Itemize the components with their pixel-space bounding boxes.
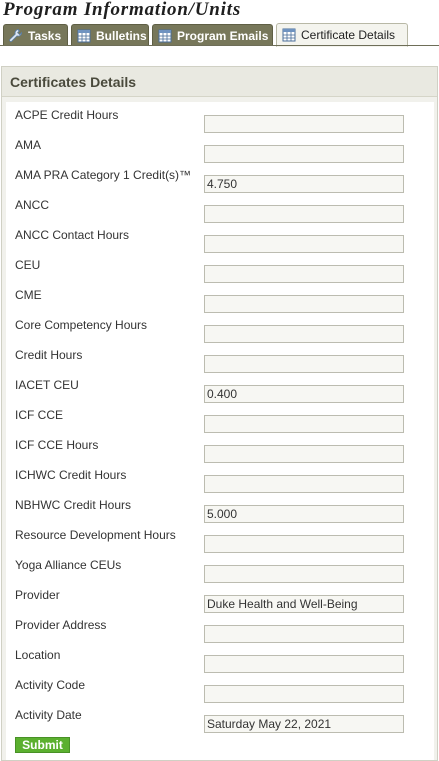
form-row (6, 678, 434, 708)
core-competency-hours-input[interactable] (204, 325, 404, 343)
field-label: Core Competency Hours (15, 318, 148, 332)
tab-program-emails-label: Program Emails (177, 28, 269, 43)
cme-input[interactable] (204, 295, 404, 313)
ancc-contact-hours-input[interactable] (204, 235, 404, 253)
yoga-alliance-ceus-input[interactable] (204, 565, 404, 583)
field-label: ICF CCE Hours (15, 438, 99, 452)
field-label: AMA PRA Category 1 Credit(s)™ (15, 168, 192, 182)
tab-bulletins[interactable] (71, 24, 149, 46)
tab-certificate-details-label: Certificate Details (301, 28, 396, 42)
form-row (6, 228, 434, 258)
tab-tasks-label: Tasks (28, 28, 62, 43)
form-row (6, 348, 434, 378)
field-label: NBHWC Credit Hours (15, 498, 132, 512)
form-row (6, 528, 434, 558)
table-icon (156, 27, 174, 45)
activity-code-input[interactable] (204, 685, 404, 703)
provider-input[interactable] (204, 595, 404, 613)
provider-address-input[interactable] (204, 625, 404, 643)
form-row (6, 138, 434, 168)
field-label: Activity Date (15, 708, 82, 722)
field-label: Provider (15, 588, 60, 602)
field-label: CEU (15, 258, 41, 272)
field-label: Resource Development Hours (15, 528, 176, 542)
form-row (6, 498, 434, 528)
ancc-input[interactable] (204, 205, 404, 223)
certificate-form (6, 102, 434, 760)
resource-development-hours-input[interactable] (204, 535, 404, 553)
field-label: ACPE Credit Hours (15, 108, 119, 122)
form-row (6, 618, 434, 648)
submit-button[interactable]: Submit (15, 737, 70, 753)
icf-cce-hours-input[interactable] (204, 445, 404, 463)
field-label: ICHWC Credit Hours (15, 468, 127, 482)
form-row (6, 558, 434, 588)
form-row (6, 108, 434, 138)
certificates-panel (1, 66, 438, 761)
field-label: Location (15, 648, 61, 662)
table-icon (75, 27, 93, 45)
ceu-input[interactable] (204, 265, 404, 283)
acpe-credit-hours-input[interactable] (204, 115, 404, 133)
field-label: ANCC Contact Hours (15, 228, 130, 242)
form-row (6, 318, 434, 348)
field-label: CME (15, 288, 42, 302)
tab-program-emails[interactable] (152, 24, 273, 46)
icf-cce-input[interactable] (204, 415, 404, 433)
nbhwc-credit-hours-input[interactable] (204, 505, 404, 523)
form-row (6, 408, 434, 438)
form-row (6, 288, 434, 318)
activity-date-input[interactable] (204, 715, 404, 733)
field-label: IACET CEU (15, 378, 79, 392)
location-input[interactable] (204, 655, 404, 673)
form-row (6, 258, 434, 288)
tab-divider (0, 45, 439, 46)
form-row (6, 468, 434, 498)
field-label: Credit Hours (15, 348, 83, 362)
form-row (6, 438, 434, 468)
form-row (6, 588, 434, 618)
field-label: ANCC (15, 198, 50, 212)
ama-pra-category-1-input[interactable] (204, 175, 404, 193)
tab-tasks[interactable] (3, 24, 68, 46)
tab-certificate-details[interactable] (276, 23, 408, 47)
ichwc-credit-hours-input[interactable] (204, 475, 404, 493)
ama-input[interactable] (204, 145, 404, 163)
form-row (6, 648, 434, 678)
field-label: AMA (15, 138, 42, 152)
panel-title: Certificates Details (2, 67, 437, 97)
credit-hours-input[interactable] (204, 355, 404, 373)
form-row (6, 168, 434, 198)
form-row (6, 708, 434, 738)
wrench-icon (7, 27, 25, 45)
form-row (6, 198, 434, 228)
page-title: Program Information/Units (3, 0, 242, 20)
field-label: Yoga Alliance CEUs (15, 558, 122, 572)
iacet-ceu-input[interactable] (204, 385, 404, 403)
field-label: ICF CCE (15, 408, 63, 422)
field-label: Activity Code (15, 678, 86, 692)
field-label: Provider Address (15, 618, 107, 632)
tab-bulletins-label: Bulletins (96, 28, 147, 43)
table-icon (280, 26, 298, 44)
form-row (6, 378, 434, 408)
